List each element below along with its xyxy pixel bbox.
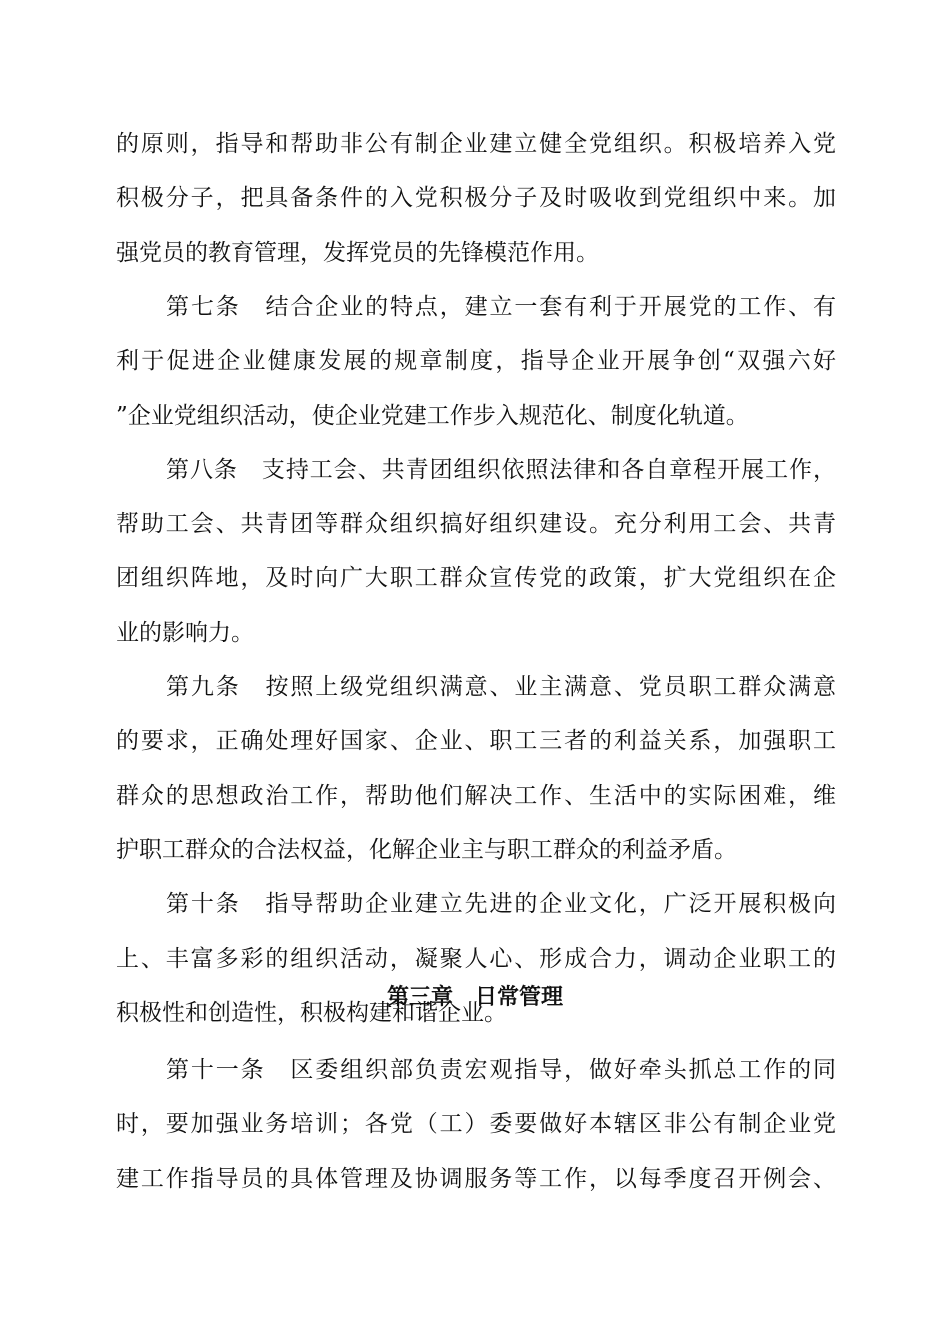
text-line: 第七条 结合企业的特点，建立一套有利于开展党的工作、有 xyxy=(166,294,836,320)
text-line: 积极性和创造性，积极构建和谐企业。 xyxy=(116,1000,507,1026)
text-line: 时，要加强业务培训；各党（工）委要做好本辖区非公有制企业党 xyxy=(116,1111,836,1137)
text-line: 团组织阵地，及时向广大职工群众宣传党的政策，扩大党组织在企 xyxy=(116,565,836,591)
text-line: 第十条 指导帮助企业建立先进的企业文化，广泛开展积极向 xyxy=(166,891,836,917)
chapter-heading: 第三章 日常管理 xyxy=(386,985,563,1010)
text-line: 的原则，指导和帮助非公有制企业建立健全党组织。积极培养入党 xyxy=(116,131,836,157)
text-line: 第十一条 区委组织部负责宏观指导，做好牵头抓总工作的同 xyxy=(166,1057,836,1083)
text-line: 帮助工会、共青团等群众组织搞好组织建设。充分利用工会、共青 xyxy=(116,511,836,537)
text-line: 的要求，正确处理好国家、企业、职工三者的利益关系，加强职工 xyxy=(116,728,836,754)
text-line: 强党员的教育管理，发挥党员的先锋模范作用。 xyxy=(116,240,599,266)
text-line: 业的影响力。 xyxy=(116,620,254,646)
text-line: 护职工群众的合法权益，化解企业主与职工群众的利益矛盾。 xyxy=(116,837,737,863)
text-line: 积极分子，把具备条件的入党积极分子及时吸收到党组织中来。加 xyxy=(116,185,836,211)
text-line: ”企业党组织活动，使企业党建工作步入规范化、制度化轨道。 xyxy=(116,403,749,429)
text-line: 上、丰富多彩的组织活动，凝聚人心、形成合力，调动企业职工的 xyxy=(116,946,836,972)
text-line: 第八条 支持工会、共青团组织依照法律和各自章程开展工作， xyxy=(166,457,836,483)
text-line: 利于促进企业健康发展的规章制度，指导企业开展争创“双强六好 xyxy=(116,348,836,374)
text-line: 群众的思想政治工作，帮助他们解决工作、生活中的实际困难，维 xyxy=(116,783,836,809)
text-line: 建工作指导员的具体管理及协调服务等工作，以每季度召开例会、 xyxy=(116,1166,836,1192)
text-line: 第九条 按照上级党组织满意、业主满意、党员职工群众满意 xyxy=(166,674,836,700)
